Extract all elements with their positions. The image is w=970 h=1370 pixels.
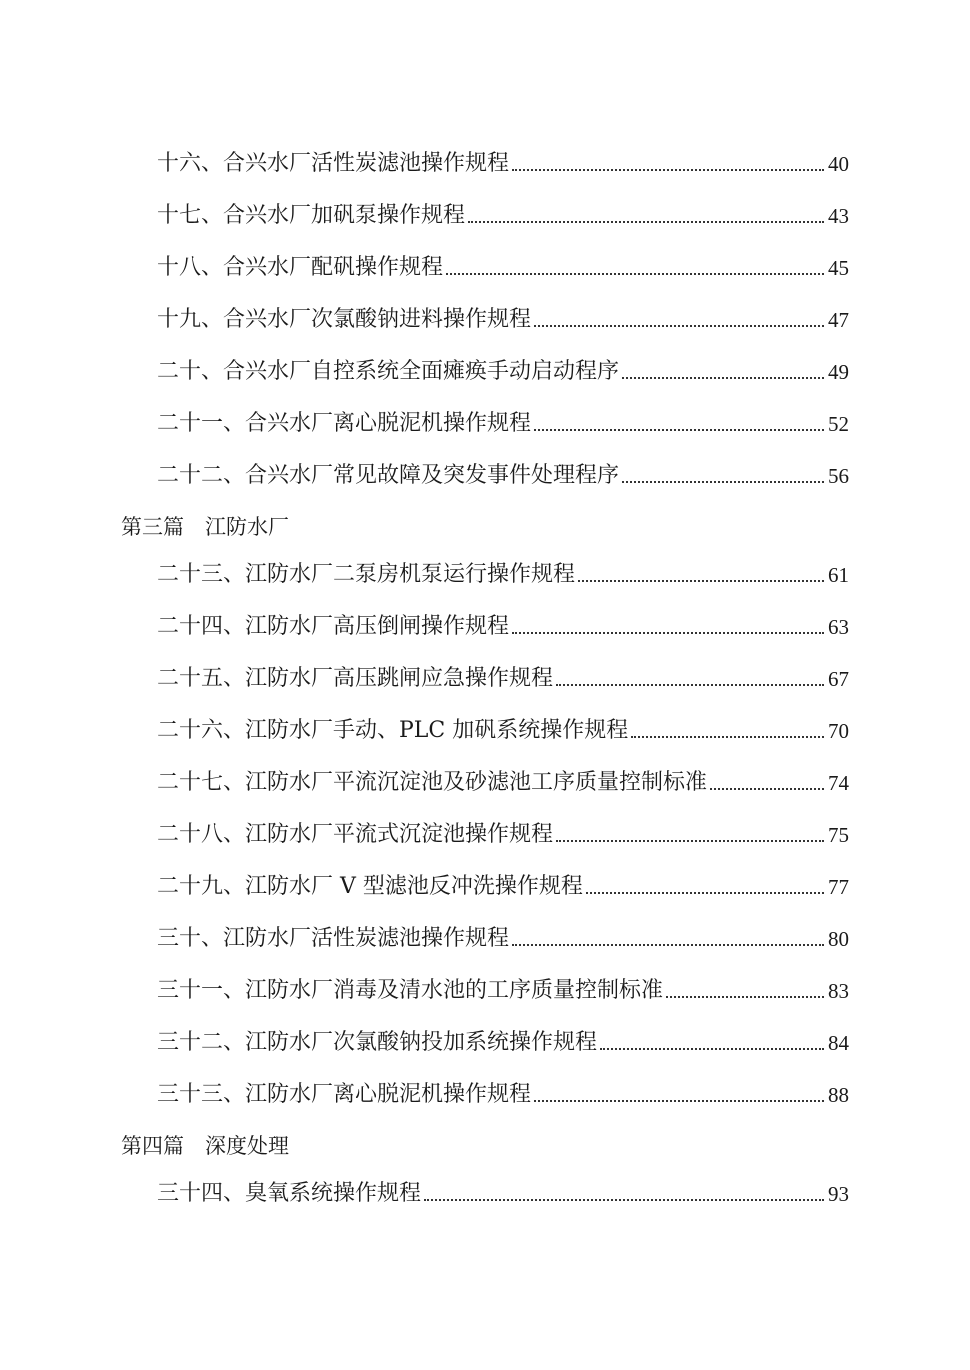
part-heading[interactable]: 第四篇 深度处理 bbox=[121, 1134, 289, 1158]
toc-entry-title: 十八、合兴水厂配矾操作规程 bbox=[157, 255, 444, 280]
dot-leader bbox=[512, 632, 824, 634]
dot-leader bbox=[534, 429, 824, 431]
toc-entry[interactable] bbox=[157, 253, 849, 283]
dot-leader bbox=[512, 169, 824, 171]
dot-leader bbox=[556, 684, 824, 686]
toc-entry[interactable] bbox=[157, 201, 849, 231]
toc-entry[interactable] bbox=[157, 820, 849, 850]
toc-entry-page: 70 bbox=[828, 719, 849, 743]
dot-leader bbox=[424, 1199, 824, 1201]
toc-entry[interactable] bbox=[157, 461, 849, 491]
toc-entry[interactable] bbox=[157, 1179, 849, 1209]
toc-entry[interactable] bbox=[157, 357, 849, 387]
toc-entry[interactable] bbox=[157, 872, 849, 902]
toc-entry-title: 三十三、江防水厂离心脱泥机操作规程 bbox=[157, 1082, 532, 1107]
toc-entry-page: 49 bbox=[828, 360, 849, 384]
toc-entry-title: 二十七、江防水厂平流沉淀池及砂滤池工序质量控制标准 bbox=[157, 770, 708, 795]
toc-entry-title: 十七、合兴水厂加矾泵操作规程 bbox=[157, 203, 466, 228]
dot-leader bbox=[622, 377, 824, 379]
toc-entry-title: 十九、合兴水厂次氯酸钠进料操作规程 bbox=[157, 307, 532, 332]
toc-entry[interactable] bbox=[157, 976, 849, 1006]
dot-leader bbox=[446, 273, 824, 275]
toc-entry-title: 二十六、江防水厂手动、PLC 加矾系统操作规程 bbox=[157, 718, 629, 743]
dot-leader bbox=[534, 1100, 824, 1102]
toc-entry-page: 67 bbox=[828, 667, 849, 691]
toc-entry-page: 40 bbox=[828, 152, 849, 176]
toc-entry[interactable] bbox=[157, 149, 849, 179]
toc-entry[interactable] bbox=[157, 1080, 849, 1110]
dot-leader bbox=[512, 944, 824, 946]
toc-entry-page: 75 bbox=[828, 823, 849, 847]
toc-entry-title: 二十四、江防水厂高压倒闸操作规程 bbox=[157, 614, 510, 639]
toc-entry-title: 三十二、江防水厂次氯酸钠投加系统操作规程 bbox=[157, 1030, 598, 1055]
dot-leader bbox=[586, 892, 824, 894]
toc-entry-title: 三十、江防水厂活性炭滤池操作规程 bbox=[157, 926, 510, 951]
dot-leader bbox=[600, 1048, 824, 1050]
toc-entry-page: 84 bbox=[828, 1031, 849, 1055]
toc-entry[interactable] bbox=[157, 409, 849, 439]
dot-leader bbox=[556, 840, 824, 842]
toc-entry-title: 二十二、合兴水厂常见故障及突发事件处理程序 bbox=[157, 463, 620, 488]
toc-entry-title: 二十三、江防水厂二泵房机泵运行操作规程 bbox=[157, 562, 576, 587]
toc-entry[interactable] bbox=[157, 612, 849, 642]
dot-leader bbox=[710, 788, 824, 790]
toc-entry-page: 88 bbox=[828, 1083, 849, 1107]
toc-entry[interactable] bbox=[157, 924, 849, 954]
dot-leader bbox=[468, 221, 824, 223]
toc-entry-page: 45 bbox=[828, 256, 849, 280]
toc-entry-title: 二十一、合兴水厂离心脱泥机操作规程 bbox=[157, 411, 532, 436]
toc-entry-title: 二十九、江防水厂 V 型滤池反冲洗操作规程 bbox=[157, 874, 583, 899]
toc-entry[interactable] bbox=[157, 1028, 849, 1058]
toc-entry-page: 43 bbox=[828, 204, 849, 228]
toc-entry-page: 83 bbox=[828, 979, 849, 1003]
toc-entry[interactable] bbox=[157, 560, 849, 590]
toc-entry-title: 十六、合兴水厂活性炭滤池操作规程 bbox=[157, 151, 510, 176]
toc-entry-page: 47 bbox=[828, 308, 849, 332]
toc-entry-page: 93 bbox=[828, 1182, 849, 1206]
toc-entry-page: 56 bbox=[828, 464, 849, 488]
toc-entry-title: 二十、合兴水厂自控系统全面瘫痪手动启动程序 bbox=[157, 359, 620, 384]
toc-entry-page: 61 bbox=[828, 563, 849, 587]
dot-leader bbox=[534, 325, 824, 327]
dot-leader bbox=[666, 996, 824, 998]
toc-entry-title: 二十五、江防水厂高压跳闸应急操作规程 bbox=[157, 666, 554, 691]
toc-entry-page: 52 bbox=[828, 412, 849, 436]
toc-entry-title: 三十四、臭氧系统操作规程 bbox=[157, 1181, 422, 1206]
part-heading[interactable]: 第三篇 江防水厂 bbox=[121, 515, 289, 539]
dot-leader bbox=[622, 481, 824, 483]
toc-entry-page: 63 bbox=[828, 615, 849, 639]
toc-entry-title: 三十一、江防水厂消毒及清水池的工序质量控制标准 bbox=[157, 978, 664, 1003]
dot-leader bbox=[631, 736, 824, 738]
toc-entry[interactable] bbox=[157, 716, 849, 746]
toc-entry[interactable] bbox=[157, 768, 849, 798]
toc-entry[interactable] bbox=[157, 664, 849, 694]
dot-leader bbox=[578, 580, 824, 582]
toc-entry[interactable] bbox=[157, 305, 849, 335]
toc-entry-page: 74 bbox=[828, 771, 849, 795]
toc-entry-page: 80 bbox=[828, 927, 849, 951]
toc-entry-title: 二十八、江防水厂平流式沉淀池操作规程 bbox=[157, 822, 554, 847]
toc-entry-page: 77 bbox=[828, 875, 849, 899]
